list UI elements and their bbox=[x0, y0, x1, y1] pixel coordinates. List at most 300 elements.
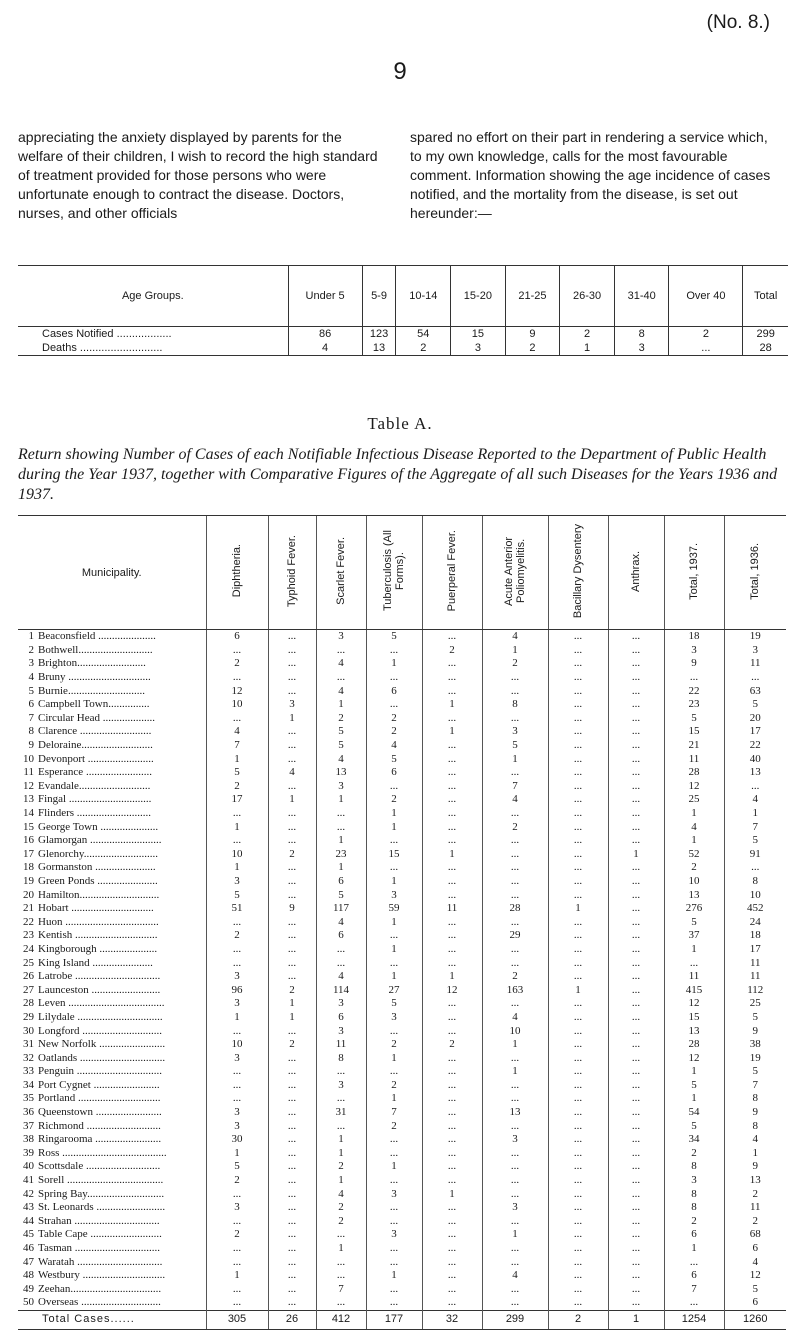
row-number: 22 bbox=[23, 915, 34, 928]
count-cell: 38 bbox=[724, 1038, 786, 1052]
count-cell: ... bbox=[548, 1228, 608, 1242]
count-cell: ... bbox=[548, 834, 608, 848]
municipality-name: Hamilton............................. bbox=[38, 888, 160, 901]
intro-left-column: appreciating the anxiety displayed by parents for the welfare of their children, I wish to record the high standard of treatment provided for those persons who were unfortunate enough to contract the disease. Doctors, nurses, and other officials bbox=[18, 129, 378, 221]
municipality-cell bbox=[18, 739, 206, 753]
count-cell: 117 bbox=[316, 902, 366, 916]
municipality-name: Oatlands ............................... bbox=[38, 1051, 166, 1064]
age-table-header: 21-25 bbox=[505, 266, 560, 327]
count-cell: ... bbox=[316, 671, 366, 685]
count-cell: 9 bbox=[724, 1160, 786, 1174]
count-cell: 1 bbox=[482, 752, 548, 766]
count-cell: ... bbox=[268, 1079, 316, 1093]
municipality-name: King Island ...................... bbox=[38, 956, 153, 969]
count-cell: ... bbox=[482, 807, 548, 821]
municipality-cell bbox=[18, 671, 206, 685]
row-number: 10 bbox=[23, 752, 34, 765]
count-cell: 6 bbox=[664, 1269, 724, 1283]
count-cell: ... bbox=[608, 1079, 664, 1093]
count-cell: ... bbox=[608, 752, 664, 766]
count-cell: 2 bbox=[206, 1228, 268, 1242]
count-cell: ... bbox=[268, 1119, 316, 1133]
row-number: 35 bbox=[23, 1092, 34, 1105]
count-cell: ... bbox=[548, 875, 608, 889]
table-row bbox=[18, 1242, 786, 1256]
municipality-cell bbox=[18, 902, 206, 916]
count-cell: ... bbox=[608, 1228, 664, 1242]
total-cell: 1254 bbox=[664, 1310, 724, 1329]
age-table-cell: 2 bbox=[396, 341, 451, 356]
row-number: 47 bbox=[23, 1255, 34, 1268]
age-table-header: 5-9 bbox=[362, 266, 396, 327]
municipality-name: New Norfolk ........................ bbox=[38, 1038, 166, 1051]
row-number: 36 bbox=[23, 1106, 34, 1119]
table-row bbox=[18, 1174, 786, 1188]
count-cell: ... bbox=[206, 834, 268, 848]
table-row bbox=[18, 752, 786, 766]
count-cell: ... bbox=[206, 1079, 268, 1093]
count-cell: 2 bbox=[268, 983, 316, 997]
count-cell: 1 bbox=[548, 983, 608, 997]
row-number: 48 bbox=[23, 1269, 34, 1282]
count-cell: 1 bbox=[316, 1242, 366, 1256]
count-cell: ... bbox=[608, 834, 664, 848]
table-row bbox=[18, 684, 786, 698]
count-cell: 3 bbox=[268, 698, 316, 712]
table-row bbox=[18, 1201, 786, 1215]
count-cell: ... bbox=[548, 1038, 608, 1052]
count-cell: ... bbox=[548, 1119, 608, 1133]
row-number: 39 bbox=[23, 1146, 34, 1159]
age-table-cell: 2 bbox=[669, 327, 743, 342]
count-cell: ... bbox=[548, 888, 608, 902]
municipality-cell bbox=[18, 956, 206, 970]
count-cell: 7 bbox=[724, 1079, 786, 1093]
total-cell: 305 bbox=[206, 1310, 268, 1329]
disease-table-header bbox=[608, 516, 664, 630]
count-cell: 6 bbox=[366, 766, 422, 780]
count-cell: 5 bbox=[664, 1079, 724, 1093]
count-cell: ... bbox=[268, 684, 316, 698]
count-cell: 1 bbox=[316, 1133, 366, 1147]
row-number: 23 bbox=[23, 929, 34, 942]
count-cell: 52 bbox=[664, 848, 724, 862]
count-cell: 7 bbox=[316, 1283, 366, 1297]
municipality-name: Westbury .............................. bbox=[38, 1269, 166, 1282]
count-cell: ... bbox=[422, 820, 482, 834]
count-cell: 5 bbox=[724, 1065, 786, 1079]
count-cell: ... bbox=[482, 1174, 548, 1188]
row-number: 2 bbox=[28, 643, 34, 656]
municipality-name: Bruny .............................. bbox=[38, 671, 151, 684]
municipality-name: Queenstown ........................ bbox=[38, 1106, 162, 1119]
count-cell: 96 bbox=[206, 983, 268, 997]
municipality-name: Flinders ........................... bbox=[38, 807, 152, 820]
count-cell: ... bbox=[608, 1119, 664, 1133]
count-cell: 13 bbox=[724, 766, 786, 780]
count-cell: ... bbox=[548, 861, 608, 875]
count-cell: ... bbox=[268, 1106, 316, 1120]
age-table-cell: 123 bbox=[362, 327, 396, 342]
count-cell: ... bbox=[422, 1215, 482, 1229]
age-table-cell: Cases Notified .................. bbox=[42, 328, 172, 340]
municipality-name: Hobart .............................. bbox=[38, 902, 154, 915]
count-cell: ... bbox=[608, 793, 664, 807]
table-row bbox=[18, 1296, 786, 1310]
row-number: 8 bbox=[28, 725, 34, 738]
municipality-name: Richmond ........................... bbox=[38, 1119, 161, 1132]
count-cell: ... bbox=[422, 739, 482, 753]
count-cell: ... bbox=[422, 1228, 482, 1242]
intro-text bbox=[18, 128, 782, 223]
count-cell: 4 bbox=[482, 1269, 548, 1283]
count-cell: 4 bbox=[316, 684, 366, 698]
count-cell: ... bbox=[206, 671, 268, 685]
row-number: 45 bbox=[23, 1228, 34, 1241]
count-cell: 11 bbox=[664, 970, 724, 984]
count-cell: 1 bbox=[206, 752, 268, 766]
age-table-cell: 3 bbox=[614, 341, 669, 356]
count-cell: 31 bbox=[316, 1106, 366, 1120]
count-cell: ... bbox=[482, 875, 548, 889]
count-cell: 11 bbox=[664, 752, 724, 766]
count-cell: ... bbox=[316, 1296, 366, 1310]
count-cell: ... bbox=[268, 752, 316, 766]
count-cell: 4 bbox=[366, 739, 422, 753]
age-table-cell: 4 bbox=[288, 341, 362, 356]
municipality-cell bbox=[18, 712, 206, 726]
count-cell: ... bbox=[664, 956, 724, 970]
count-cell: ... bbox=[422, 1242, 482, 1256]
count-cell: ... bbox=[548, 915, 608, 929]
count-cell: ... bbox=[548, 752, 608, 766]
total-cell: 32 bbox=[422, 1310, 482, 1329]
row-number: 31 bbox=[23, 1038, 34, 1051]
count-cell: 3 bbox=[482, 1201, 548, 1215]
count-cell: ... bbox=[482, 834, 548, 848]
municipality-cell bbox=[18, 1228, 206, 1242]
row-number: 24 bbox=[23, 942, 34, 955]
count-cell: 4 bbox=[724, 1133, 786, 1147]
count-cell: ... bbox=[366, 1283, 422, 1297]
count-cell: ... bbox=[422, 1011, 482, 1025]
count-cell: ... bbox=[548, 657, 608, 671]
municipality-cell bbox=[18, 1024, 206, 1038]
count-cell: 1 bbox=[664, 807, 724, 821]
count-cell: 10 bbox=[664, 875, 724, 889]
count-cell: 10 bbox=[206, 848, 268, 862]
row-number: 25 bbox=[23, 956, 34, 969]
count-cell: 1 bbox=[316, 793, 366, 807]
count-cell: ... bbox=[664, 1255, 724, 1269]
row-number: 11 bbox=[23, 766, 34, 779]
table-row bbox=[18, 1024, 786, 1038]
count-cell: ... bbox=[268, 1174, 316, 1188]
notifiable-disease-table bbox=[18, 515, 786, 1330]
count-cell: 163 bbox=[482, 983, 548, 997]
count-cell: ... bbox=[422, 1024, 482, 1038]
municipality-name: Spring Bay............................ bbox=[38, 1187, 165, 1200]
row-number: 44 bbox=[23, 1214, 34, 1227]
count-cell: 12 bbox=[422, 983, 482, 997]
count-cell: ... bbox=[268, 1024, 316, 1038]
count-cell: 415 bbox=[664, 983, 724, 997]
count-cell: 5 bbox=[316, 739, 366, 753]
count-cell: ... bbox=[268, 1283, 316, 1297]
count-cell: ... bbox=[206, 1296, 268, 1310]
count-cell: 2 bbox=[366, 793, 422, 807]
count-cell: ... bbox=[366, 780, 422, 794]
count-cell: ... bbox=[268, 630, 316, 644]
age-table-cell: 8 bbox=[614, 327, 669, 342]
count-cell: 6 bbox=[316, 929, 366, 943]
age-table-header: 10-14 bbox=[396, 266, 451, 327]
count-cell: ... bbox=[548, 997, 608, 1011]
count-cell: ... bbox=[548, 1283, 608, 1297]
count-cell: ... bbox=[548, 739, 608, 753]
count-cell: ... bbox=[608, 1051, 664, 1065]
municipality-name: Devonport ........................ bbox=[38, 752, 154, 765]
count-cell: 22 bbox=[724, 739, 786, 753]
count-cell: 452 bbox=[724, 902, 786, 916]
count-cell: 9 bbox=[664, 657, 724, 671]
table-row bbox=[18, 929, 786, 943]
row-number: 50 bbox=[23, 1296, 34, 1309]
count-cell: 1 bbox=[366, 875, 422, 889]
row-number: 16 bbox=[23, 834, 34, 847]
count-cell: 2 bbox=[316, 1215, 366, 1229]
count-cell: ... bbox=[608, 712, 664, 726]
count-cell: 68 bbox=[724, 1228, 786, 1242]
total-cell: 1 bbox=[608, 1310, 664, 1329]
count-cell: 5 bbox=[366, 752, 422, 766]
count-cell: ... bbox=[548, 1065, 608, 1079]
count-cell: 5 bbox=[482, 739, 548, 753]
count-cell: ... bbox=[608, 725, 664, 739]
count-cell: ... bbox=[366, 1174, 422, 1188]
count-cell: ... bbox=[366, 1065, 422, 1079]
count-cell: 2 bbox=[422, 644, 482, 658]
disease-table-header bbox=[268, 516, 316, 630]
table-title: Table A. bbox=[367, 414, 433, 433]
count-cell: 28 bbox=[482, 902, 548, 916]
count-cell: ... bbox=[548, 1051, 608, 1065]
age-table-header: 15-20 bbox=[451, 266, 506, 327]
count-cell: 23 bbox=[316, 848, 366, 862]
row-number: 42 bbox=[23, 1187, 34, 1200]
count-cell: ... bbox=[608, 1160, 664, 1174]
count-cell: ... bbox=[422, 997, 482, 1011]
count-cell: 12 bbox=[724, 1269, 786, 1283]
table-row bbox=[18, 1133, 786, 1147]
count-cell: 4 bbox=[482, 1011, 548, 1025]
count-cell: 8 bbox=[724, 875, 786, 889]
count-cell: ... bbox=[482, 1283, 548, 1297]
count-cell: ... bbox=[608, 1092, 664, 1106]
count-cell: ... bbox=[206, 1215, 268, 1229]
count-cell: ... bbox=[422, 657, 482, 671]
count-cell: ... bbox=[316, 807, 366, 821]
count-cell: ... bbox=[608, 943, 664, 957]
count-cell: 1 bbox=[268, 712, 316, 726]
municipality-name: Lilydale ............................... bbox=[38, 1010, 163, 1023]
row-number: 29 bbox=[23, 1010, 34, 1023]
municipality-name: Campbell Town............... bbox=[38, 698, 150, 711]
count-cell: ... bbox=[268, 888, 316, 902]
count-cell: ... bbox=[608, 875, 664, 889]
count-cell: ... bbox=[608, 888, 664, 902]
count-cell: ... bbox=[316, 1255, 366, 1269]
count-cell: ... bbox=[482, 943, 548, 957]
count-cell: 3 bbox=[206, 997, 268, 1011]
count-cell: ... bbox=[608, 671, 664, 685]
table-row bbox=[18, 630, 786, 644]
count-cell: 1 bbox=[724, 807, 786, 821]
total-cell: 412 bbox=[316, 1310, 366, 1329]
municipality-cell bbox=[18, 752, 206, 766]
municipality-cell bbox=[18, 1092, 206, 1106]
count-cell: ... bbox=[548, 1011, 608, 1025]
count-cell: 30 bbox=[206, 1133, 268, 1147]
disease-column-label: Tuberculosis (All Forms). bbox=[382, 530, 406, 612]
count-cell: ... bbox=[608, 929, 664, 943]
count-cell: 2 bbox=[422, 1038, 482, 1052]
count-cell: ... bbox=[422, 684, 482, 698]
row-number: 21 bbox=[23, 902, 34, 915]
municipality-name: St. Leonards ......................... bbox=[38, 1201, 166, 1214]
count-cell: 1 bbox=[422, 698, 482, 712]
count-cell: ... bbox=[422, 1147, 482, 1161]
count-cell: 7 bbox=[664, 1283, 724, 1297]
disease-table-header bbox=[366, 516, 422, 630]
row-number: 30 bbox=[23, 1024, 34, 1037]
count-cell: ... bbox=[482, 1187, 548, 1201]
count-cell: 6 bbox=[724, 1242, 786, 1256]
age-table-row bbox=[18, 327, 788, 342]
count-cell: ... bbox=[608, 915, 664, 929]
table-row bbox=[18, 712, 786, 726]
count-cell: ... bbox=[422, 766, 482, 780]
count-cell: ... bbox=[422, 956, 482, 970]
count-cell: 3 bbox=[366, 1187, 422, 1201]
count-cell: ... bbox=[482, 848, 548, 862]
count-cell: 25 bbox=[724, 997, 786, 1011]
count-cell: ... bbox=[206, 1065, 268, 1079]
municipality-name: Longford ............................. bbox=[38, 1024, 163, 1037]
age-table-cell: 28 bbox=[743, 341, 788, 356]
count-cell: ... bbox=[608, 997, 664, 1011]
count-cell: 2 bbox=[482, 820, 548, 834]
count-cell: 1 bbox=[664, 1242, 724, 1256]
municipality-cell bbox=[18, 630, 206, 644]
municipality-cell bbox=[18, 1079, 206, 1093]
municipality-cell bbox=[18, 1147, 206, 1161]
age-table-cell: 15 bbox=[451, 327, 506, 342]
count-cell: ... bbox=[608, 970, 664, 984]
count-cell: ... bbox=[608, 1187, 664, 1201]
table-row bbox=[18, 1269, 786, 1283]
count-cell: ... bbox=[366, 698, 422, 712]
table-caption: Return showing Number of Cases of each Notifiable Infectious Disease Reported to the Department of Public Health during the Year 1937, together with Comparative Figures of the Aggregate of all such Diseases for the Years 1936 and 1937. bbox=[18, 446, 778, 503]
municipality-cell bbox=[18, 970, 206, 984]
count-cell: ... bbox=[422, 1051, 482, 1065]
disease-table-header: Municipality. bbox=[18, 516, 206, 630]
count-cell: ... bbox=[366, 1201, 422, 1215]
count-cell: ... bbox=[206, 956, 268, 970]
count-cell: 1 bbox=[366, 970, 422, 984]
municipality-name: Circular Head ................... bbox=[38, 711, 155, 724]
count-cell: ... bbox=[206, 1092, 268, 1106]
count-cell: 3 bbox=[316, 1024, 366, 1038]
count-cell: 4 bbox=[268, 766, 316, 780]
count-cell: 11 bbox=[724, 1201, 786, 1215]
age-table-header: Over 40 bbox=[669, 266, 743, 327]
count-cell: 5 bbox=[206, 1160, 268, 1174]
municipality-cell bbox=[18, 1106, 206, 1120]
count-cell: ... bbox=[366, 1296, 422, 1310]
count-cell: ... bbox=[268, 1269, 316, 1283]
table-row bbox=[18, 970, 786, 984]
row-number: 26 bbox=[23, 970, 34, 983]
municipality-cell bbox=[18, 1269, 206, 1283]
count-cell: 2 bbox=[206, 929, 268, 943]
count-cell: 2 bbox=[206, 657, 268, 671]
count-cell: 10 bbox=[206, 1038, 268, 1052]
municipality-name: Clarence .......................... bbox=[38, 725, 152, 738]
disease-column-label: Bacillary Dysentery bbox=[572, 523, 584, 619]
count-cell: ... bbox=[422, 875, 482, 889]
count-cell: ... bbox=[608, 1201, 664, 1215]
count-cell: ... bbox=[482, 915, 548, 929]
municipality-cell bbox=[18, 915, 206, 929]
count-cell: 2 bbox=[316, 1201, 366, 1215]
count-cell: ... bbox=[548, 956, 608, 970]
count-cell: ... bbox=[366, 834, 422, 848]
municipality-cell bbox=[18, 1296, 206, 1310]
table-row bbox=[18, 1255, 786, 1269]
total-cell: 26 bbox=[268, 1310, 316, 1329]
municipality-name: Bothwell........................... bbox=[38, 643, 153, 656]
count-cell: 8 bbox=[724, 1092, 786, 1106]
count-cell: ... bbox=[206, 1255, 268, 1269]
count-cell: ... bbox=[206, 1187, 268, 1201]
count-cell: ... bbox=[206, 807, 268, 821]
count-cell: 54 bbox=[664, 1106, 724, 1120]
count-cell: 5 bbox=[366, 997, 422, 1011]
count-cell: 4 bbox=[316, 752, 366, 766]
age-table-cell: 2 bbox=[505, 341, 560, 356]
count-cell: 6 bbox=[316, 1011, 366, 1025]
table-row bbox=[18, 1283, 786, 1297]
count-cell: 2 bbox=[268, 1038, 316, 1052]
count-cell: 4 bbox=[316, 915, 366, 929]
count-cell: 3 bbox=[316, 780, 366, 794]
count-cell: ... bbox=[268, 725, 316, 739]
count-cell: 1 bbox=[316, 1147, 366, 1161]
table-row bbox=[18, 875, 786, 889]
municipality-cell bbox=[18, 983, 206, 997]
count-cell: ... bbox=[482, 1255, 548, 1269]
count-cell: 9 bbox=[268, 902, 316, 916]
disease-column-label: Acute Anterior Poliomyelitis. bbox=[503, 536, 527, 606]
count-cell: ... bbox=[316, 644, 366, 658]
count-cell: ... bbox=[206, 712, 268, 726]
municipality-cell bbox=[18, 1133, 206, 1147]
table-row bbox=[18, 956, 786, 970]
count-cell: 24 bbox=[724, 915, 786, 929]
table-row bbox=[18, 1051, 786, 1065]
count-cell: 13 bbox=[316, 766, 366, 780]
